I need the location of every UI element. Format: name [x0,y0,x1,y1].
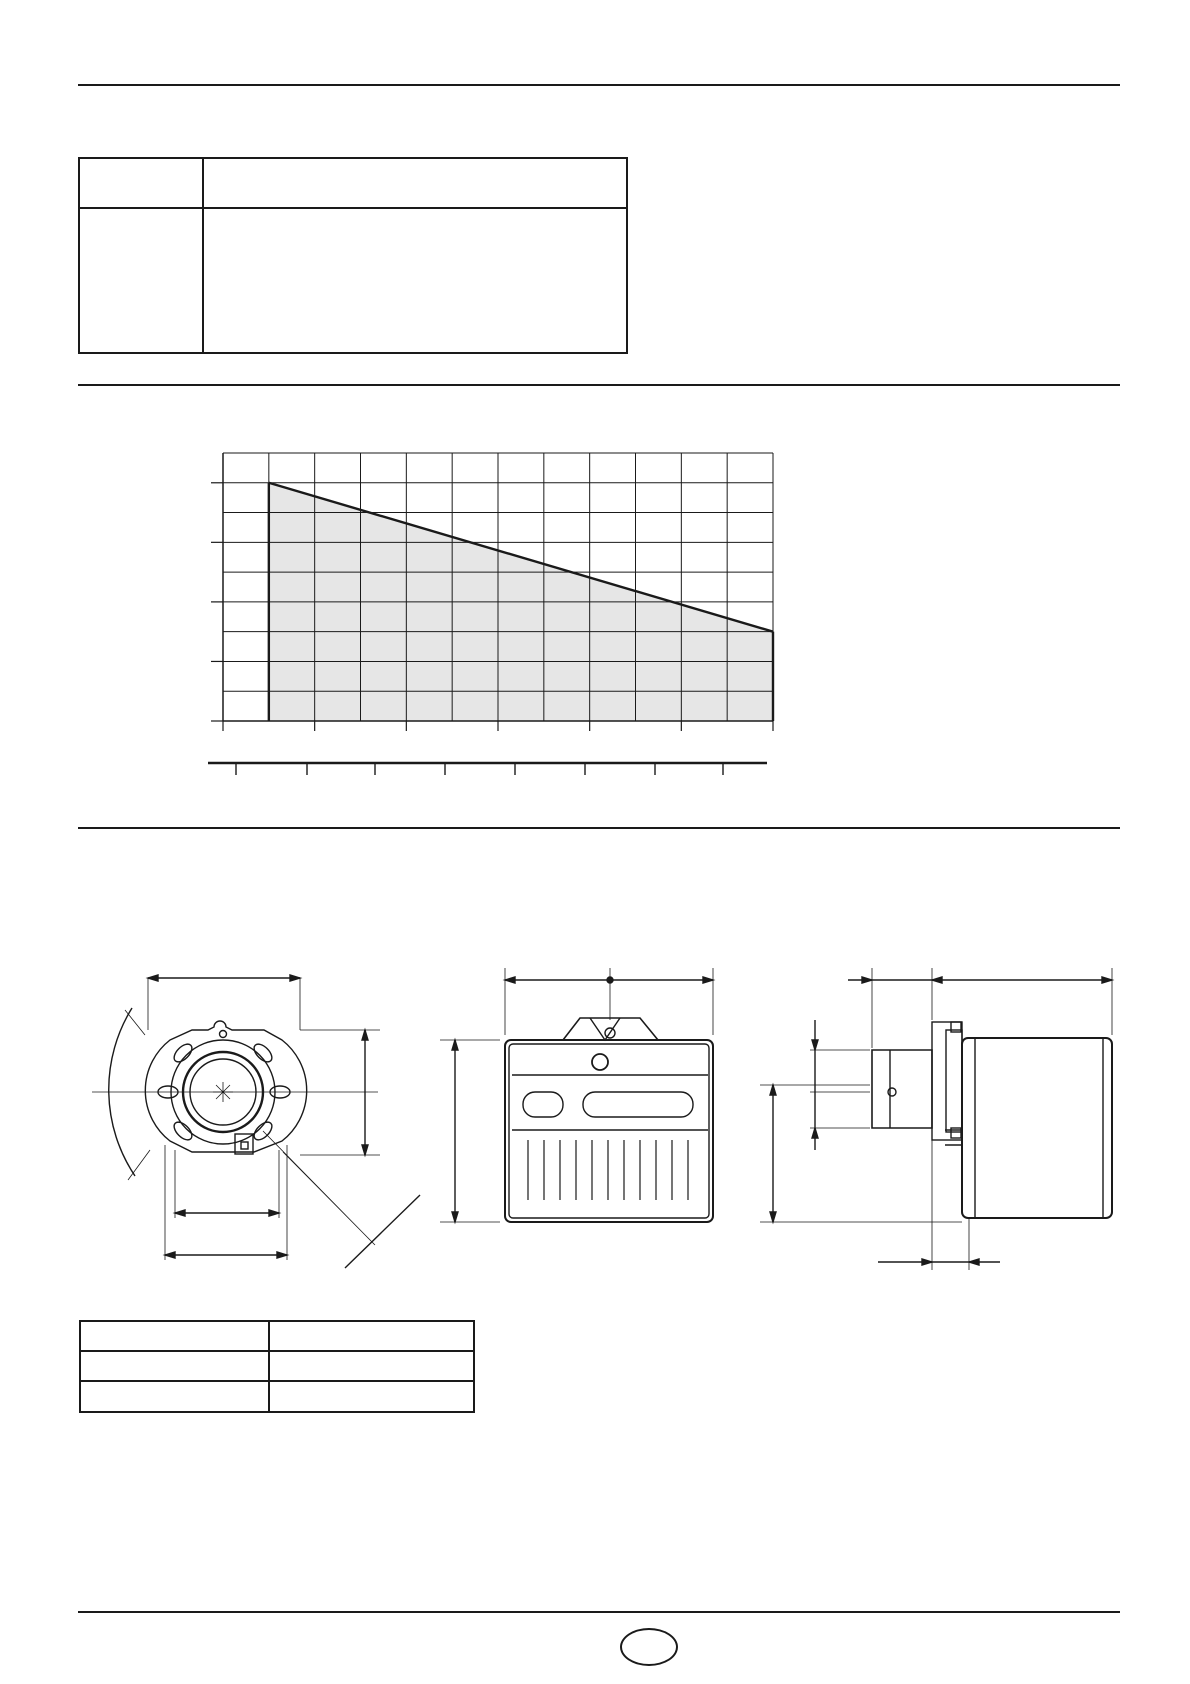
page-number-badge [620,1628,678,1666]
models-table [79,1320,475,1413]
front-view-drawing [92,975,420,1268]
models-table-row [81,1382,473,1411]
profile-view-drawing [760,968,1112,1270]
models-table-cell [270,1322,470,1330]
models-table-row [81,1352,473,1382]
side-view-drawing [440,968,713,1222]
models-table-cell [81,1322,267,1330]
models-table-cell [270,1382,470,1390]
models-table-cell [81,1352,267,1360]
models-table-cell [270,1352,470,1360]
models-table-row [81,1322,473,1352]
models-table-cell [81,1382,267,1390]
